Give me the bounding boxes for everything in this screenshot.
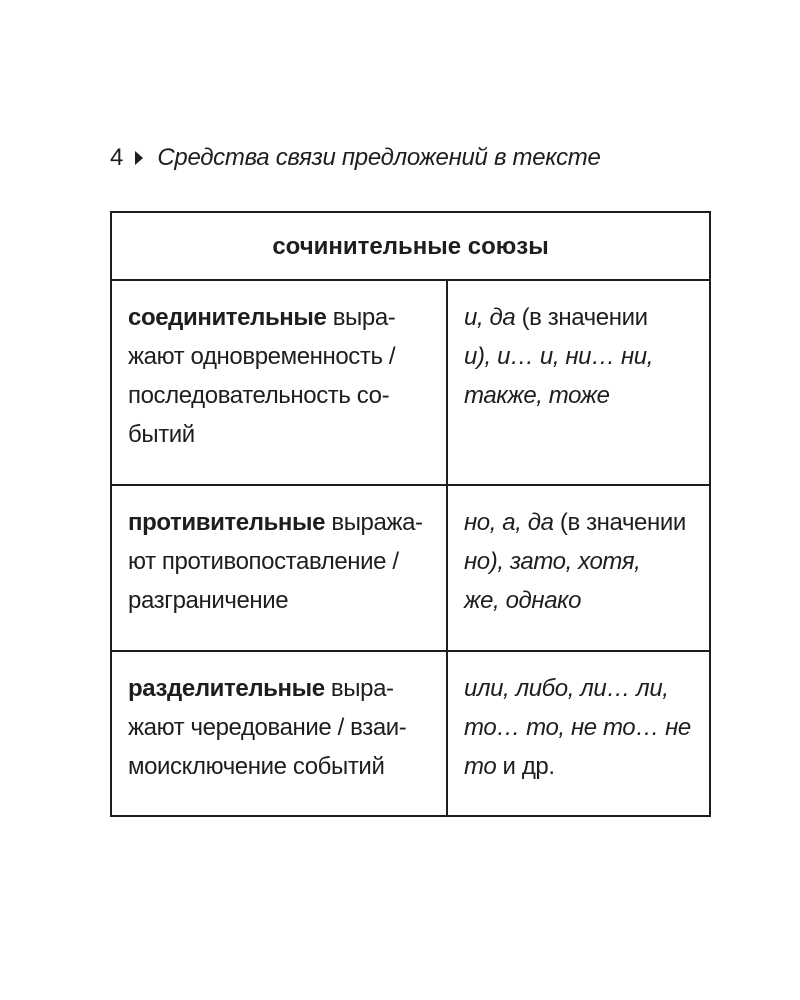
description-line: противительные выража- <box>128 509 423 536</box>
description-cell <box>111 280 447 485</box>
example-note: (в значении <box>515 304 648 331</box>
example-note: и др. <box>496 753 555 780</box>
example-line <box>464 376 697 415</box>
example-line <box>464 542 697 581</box>
examples-cell <box>447 485 710 651</box>
example-note: (в значении <box>553 509 686 536</box>
description-cell <box>111 485 447 651</box>
example-line <box>464 669 697 708</box>
description-line: ют противопоставление / <box>128 548 399 575</box>
term-label: противительные <box>128 509 326 536</box>
example-conjunction: то <box>464 753 497 780</box>
example-conjunction: же, однако <box>464 587 582 614</box>
example-line <box>464 581 697 620</box>
example-line <box>464 708 697 747</box>
description-cell <box>111 651 447 816</box>
example-conjunction: но), зато, хотя, <box>464 548 641 575</box>
term-label: соединительные <box>128 304 327 331</box>
description-line: моисключение событий <box>128 753 385 780</box>
table-row <box>111 280 710 485</box>
triangle-right-icon <box>135 151 143 165</box>
description-line: последовательность со- <box>128 382 390 409</box>
example-conjunction: и), и… и, ни… ни, <box>464 343 654 370</box>
description-line: разграничение <box>128 587 289 614</box>
term-label: разделительные <box>128 675 325 702</box>
description-line: жают одновременность / <box>128 343 396 370</box>
example-conjunction: то… то, не то… не <box>464 714 691 741</box>
table-row <box>111 485 710 651</box>
example-line <box>464 298 697 337</box>
example-line <box>464 747 697 786</box>
description-line: жают чередование / взаи- <box>128 714 407 741</box>
example-conjunction: также, тоже <box>464 382 610 409</box>
example-conjunction: или, либо, ли… ли, <box>464 675 669 702</box>
example-conjunction: но, а, да <box>464 509 554 536</box>
conjunctions-table <box>110 211 711 817</box>
description-line: соединительные выра- <box>128 304 396 331</box>
description-line: разделительные выра- <box>128 675 394 702</box>
table-row <box>111 651 710 816</box>
examples-cell <box>447 280 710 485</box>
example-line <box>464 337 697 376</box>
section-title: Средства связи предложений в тексте <box>157 144 601 171</box>
page-number: 4 <box>110 144 124 171</box>
example-line <box>464 503 697 542</box>
description-line: бытий <box>128 421 195 448</box>
examples-cell <box>447 651 710 816</box>
page-header <box>110 146 601 170</box>
table-heading: сочинительные союзы <box>111 212 710 280</box>
example-conjunction: и, да <box>464 304 516 331</box>
